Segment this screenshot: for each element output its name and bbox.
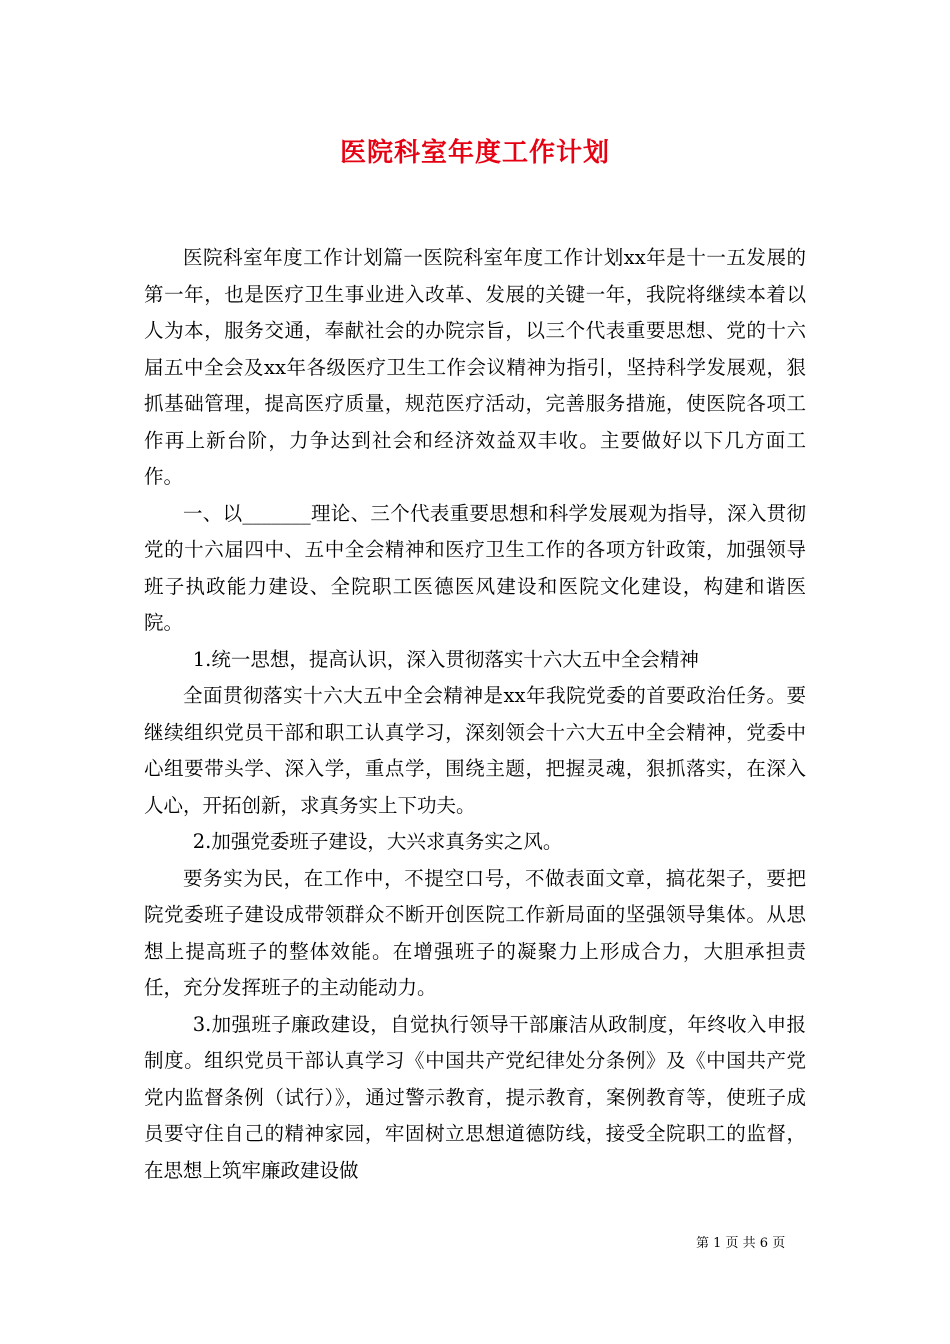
paragraph-item-2: 要务实为民，在工作中，不提空口号，不做表面文章，搞花架子，要把院党委班子建设成带领群众不断开创医院工作新局面的坚强领导集体。从思想上提高班子的整体效能。在增强班子的凝聚力上形成合力，大胆承担责任，充分发挥班子的主动能动力。	[144, 866, 806, 999]
document-title: 医院科室年度工作计划	[339, 138, 610, 168]
paragraph-heading-2: 2.加强党委班子建设，大兴求真务实之风。	[192, 830, 563, 853]
paragraph-section-1: 一、以_______理论、三个代表重要思想和科学发展观为指导，深入贯彻党的十六届四中、五中全会精神和医疗卫生工作的各项方针政策，加强领导班子执政能力建设、全院职工医德医风建设和医院文化建设，构建和谐医院。	[144, 501, 806, 634]
paragraph-intro: 医院科室年度工作计划篇一医院科室年度工作计划xx年是十一五发展的第一年，也是医疗卫生事业进入改革、发展的关键一年，我院将继续本着以人为本，服务交通，奉献社会的办院宗旨，以三个代表重要思想、党的十六届五中全会及xx年各级医疗卫生工作会议精神为指引，坚持科学发展观，狠抓基础管理，提高医疗质量，规范医疗活动，完善服务措施，使医院各项工作再上新台阶，力争达到社会和经济效益双丰收。主要做好以下几方面工作。	[144, 246, 806, 488]
page-number: 第 1 页 共 6 页	[696, 1236, 786, 1251]
paragraph-heading-1: 1.统一思想，提高认识，深入贯彻落实十六大五中全会精神	[192, 647, 699, 671]
paragraph-item-3: 3.加强班子廉政建设，自觉执行领导干部廉洁从政制度，年终收入申报制度。组织党员干部认真学习《中国共产党纪律处分条例》及《中国共产党党内监督条例（试行）》，通过警示教育，提示教育，案例教育等，使班子成员要守住自己的精神家园，牢固树立思想道德防线，接受全院职工的监督，在思想上筑牢廉政建设做	[144, 1012, 806, 1182]
paragraph-item-1: 全面贯彻落实十六大五中全会精神是xx年我院党委的首要政治任务。要继续组织党员干部和职工认真学习，深刻领会十六大五中全会精神，党委中心组要带头学、深入学，重点学，围绕主题，把握灵魂，狠抓落实，在深入人心，开拓创新，求真务实上下功夫。	[144, 684, 806, 817]
document-body	[144, 240, 806, 1189]
